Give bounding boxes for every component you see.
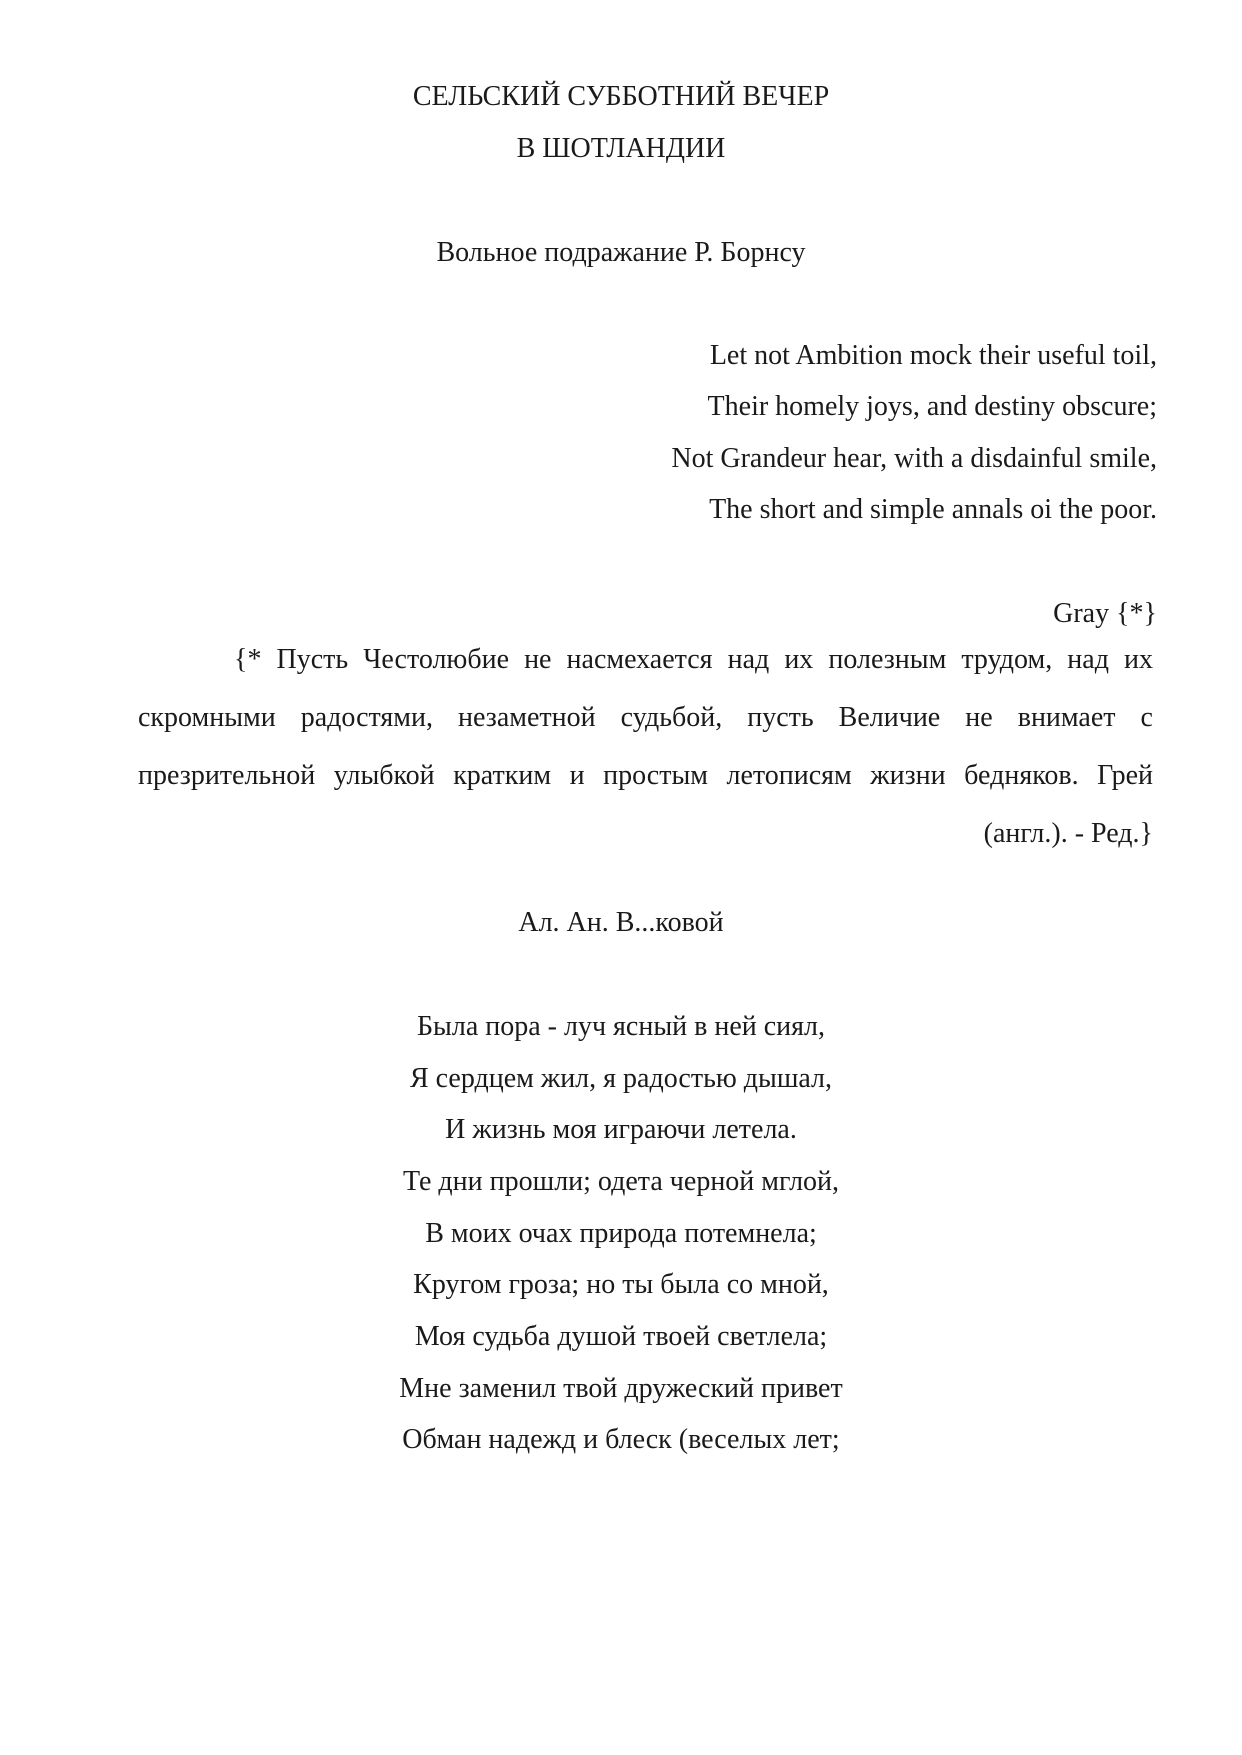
epigraph-line: The short and simple annals oi the poor. <box>709 494 1157 525</box>
epigraph-author: Gray {*} <box>1053 598 1157 629</box>
epigraph-line: Their homely joys, and destiny obscure; <box>707 391 1157 422</box>
epigraph-line: Let not Ambition mock their useful toil, <box>709 340 1157 371</box>
title-line-2: В ШОТЛАНДИИ <box>516 133 726 164</box>
footnote-line: презрительной улыбкой кратким и простым летописям жизни бедняков. Грей <box>138 760 1153 791</box>
poem-line: И жизнь моя играючи летела. <box>445 1114 797 1145</box>
footnote-line: скромными радостями, незаметной судьбой, пусть Величие не внимает с <box>138 702 1153 733</box>
title-line-1: СЕЛЬСКИЙ СУББОТНИЙ ВЕЧЕР <box>412 81 830 112</box>
dedication: Ал. Ан. В...ковой <box>518 907 724 938</box>
epigraph-line: Not Grandeur hear, with a disdainful smile, <box>671 443 1157 474</box>
poem-line: Я сердцем жил, я радостью дышал, <box>409 1063 833 1094</box>
footnote <box>138 631 1153 863</box>
poem-line: Была пора - луч ясный в ней сиял, <box>416 1011 826 1042</box>
poem-line: Те дни прошли; одета черной мглой, <box>402 1166 840 1197</box>
subtitle: Вольное подражание Р. Борнсу <box>436 237 806 268</box>
footnote-line: {* Пусть Честолюбие не насмехается над их полезным трудом, над их <box>234 644 1153 675</box>
footnote-line: (англ.). - Ред.} <box>983 818 1153 849</box>
poem-line: Обман надежд и блеск (веселых лет; <box>402 1424 840 1455</box>
poem-line: В моих очах природа потемнела; <box>425 1218 817 1249</box>
poem-line: Моя судьба душой твоей светлела; <box>414 1321 828 1352</box>
poem-line: Кругом гроза; но ты была со мной, <box>413 1269 829 1300</box>
poem-line: Мне заменил твой дружеский привет <box>399 1373 843 1404</box>
